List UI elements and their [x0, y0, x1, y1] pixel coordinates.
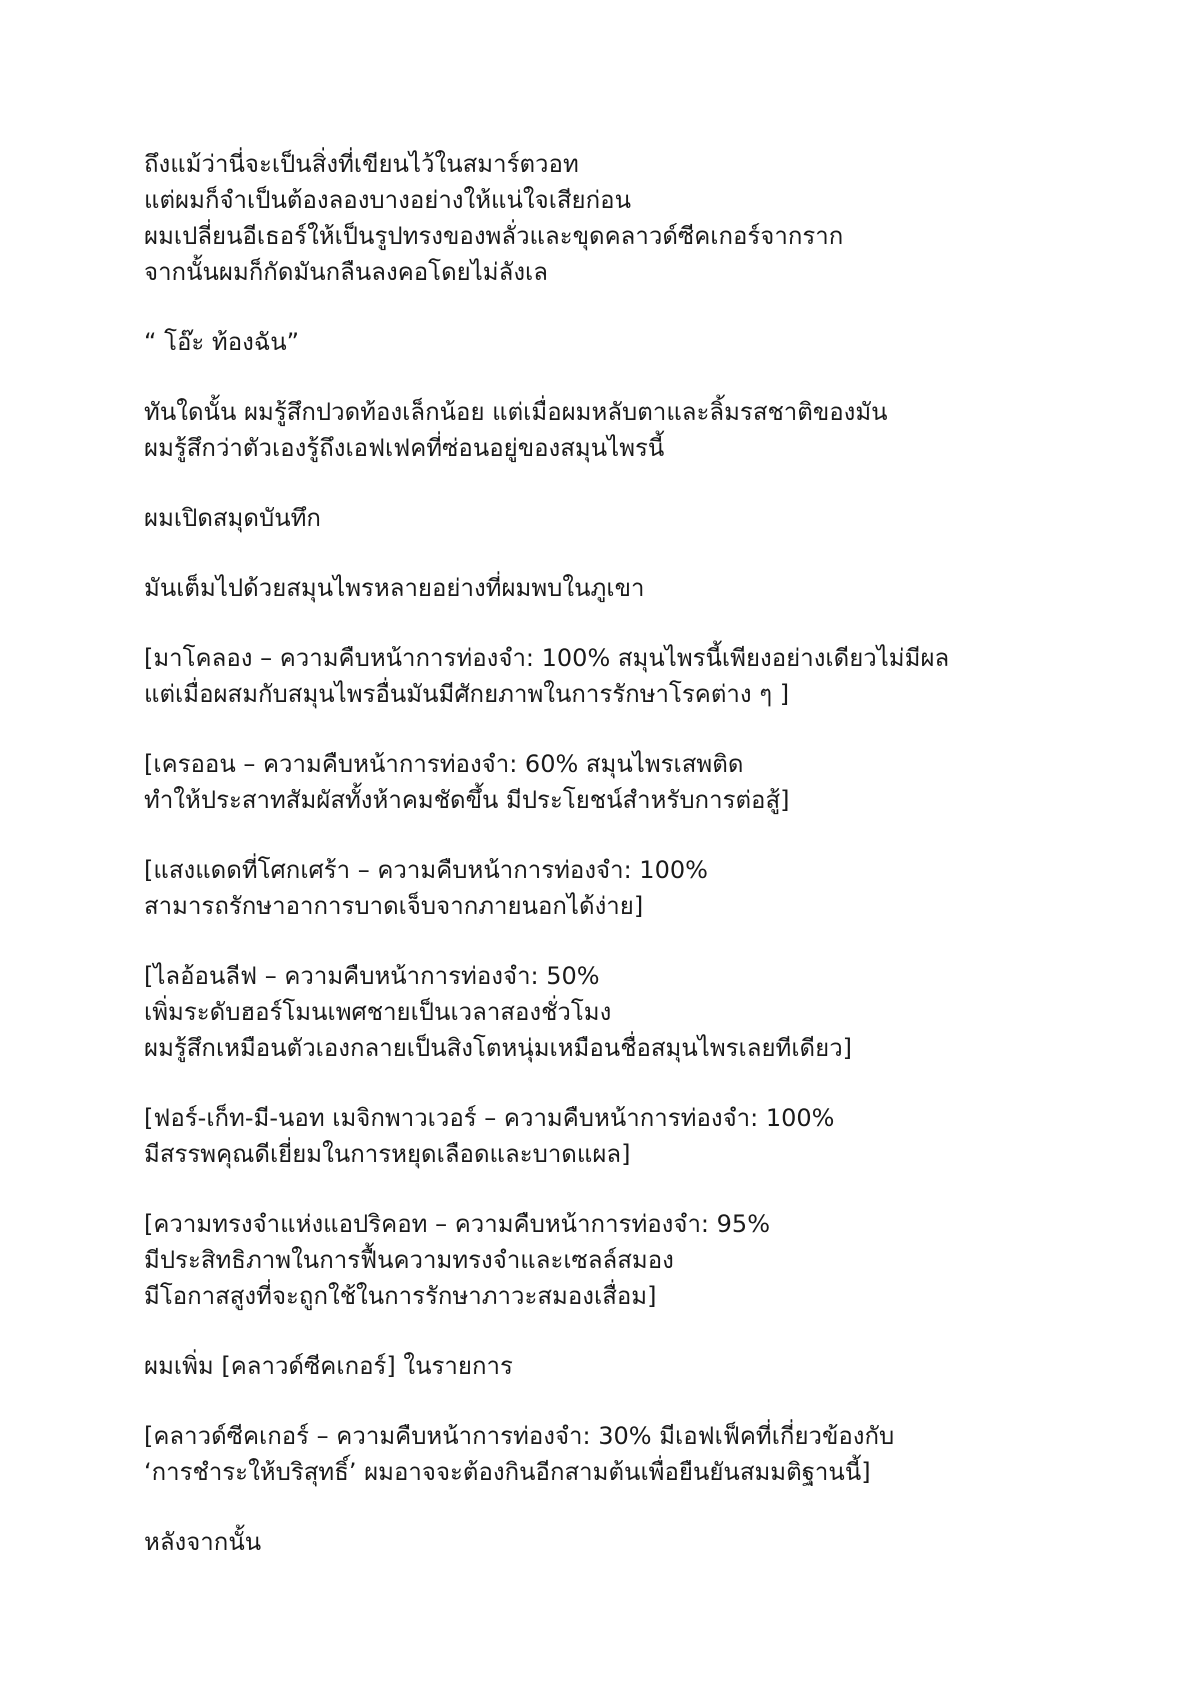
text-line: [มาโคลอง – ความคืบหน้าการท่องจำ: 100% สมุนไพรนี้เพียงอย่างเดียวไม่มีผล — [144, 644, 950, 672]
text-line: [ไลอ้อนลีฟ – ความคืบหน้าการท่องจำ: 50% — [144, 962, 600, 990]
text-line: [ฟอร์-เก็ท-มี-นอท เมจิกพาวเวอร์ – ความคืบหน้าการท่องจำ: 100% — [144, 1104, 835, 1132]
paragraph — [144, 1348, 1104, 1384]
text-line: ผมเปลี่ยนอีเธอร์ให้เป็นรูปทรงของพลั่วและขุดคลาวด์ซีคเกอร์จากราก — [144, 222, 844, 250]
paragraph — [144, 746, 1104, 818]
paragraph — [144, 324, 1104, 360]
text-line: [เครออน – ความคืบหน้าการท่องจำ: 60% สมุนไพรเสพติด — [144, 750, 744, 778]
text-line: ผมรู้สึกเหมือนตัวเองกลายเป็นสิงโตหนุ่มเหมือนชื่อสมุนไพรเลยทีเดียว] — [144, 1034, 853, 1062]
text-line: “ โอ๊ะ ท้องฉัน” — [144, 328, 300, 356]
text-line: [ความทรงจำแห่งแอปริคอท – ความคืบหน้าการท่องจำ: 95% — [144, 1210, 770, 1238]
paragraph — [144, 570, 1104, 606]
paragraph — [144, 500, 1104, 536]
paragraph — [144, 640, 1104, 712]
text-line: มีสรรพคุณดีเยี่ยมในการหยุดเลือดและบาดแผล] — [144, 1140, 631, 1168]
text-line: สามารถรักษาอาการบาดเจ็บจากภายนอกได้ง่าย] — [144, 892, 644, 920]
text-line: แต่เมื่อผสมกับสมุนไพรอื่นมันมีศักยภาพในการรักษาโรคต่าง ๆ ] — [144, 680, 790, 708]
text-line: มีประสิทธิภาพในการฟื้นความทรงจำและเซลล์สมอง — [144, 1246, 674, 1274]
text-line: ผมเปิดสมุดบันทึก — [144, 504, 321, 532]
text-line: [แสงแดดที่โศกเศร้า – ความคืบหน้าการท่องจำ: 100% — [144, 856, 708, 884]
text-line: แต่ผมก็จำเป็นต้องลองบางอย่างให้แน่ใจเสียก่อน — [144, 186, 631, 214]
paragraph — [144, 394, 1104, 466]
text-line: ผมรู้สึกว่าตัวเองรู้ถึงเอฟเฟคที่ซ่อนอยู่ของสมุนไพรนี้ — [144, 434, 665, 462]
text-line: เพิ่มระดับฮอร์โมนเพศชายเป็นเวลาสองชั่วโมง — [144, 998, 612, 1026]
text-line: ทำให้ประสาทสัมผัสทั้งห้าคมชัดขึ้น มีประโยชน์สำหรับการต่อสู้] — [144, 786, 790, 814]
text-line: ถึงแม้ว่านี่จะเป็นสิ่งที่เขียนไว้ในสมาร์ตวอท — [144, 150, 579, 178]
paragraph — [144, 1100, 1104, 1172]
text-line: หลังจากนั้น — [144, 1528, 262, 1556]
story-text — [144, 146, 1104, 1594]
text-line: จากนั้นผมก็กัดมันกลืนลงคอโดยไม่ลังเล — [144, 258, 548, 286]
text-line: [คลาวด์ซีคเกอร์ – ความคืบหน้าการท่องจำ: 30% มีเอฟเฟ็คที่เกี่ยวข้องกับ — [144, 1422, 895, 1450]
text-line: ‘การชำระให้บริสุทธิ์’ ผมอาจจะต้องกินอีกสามต้นเพื่อยืนยันสมมติฐานนี้] — [144, 1458, 871, 1486]
text-line: ทันใดนั้น ผมรู้สึกปวดท้องเล็กน้อย แต่เมื่อผมหลับตาและลิ้มรสชาติของมัน — [144, 398, 888, 426]
paragraph — [144, 852, 1104, 924]
paragraph — [144, 1524, 1104, 1560]
paragraph — [144, 1206, 1104, 1314]
paragraph — [144, 146, 1104, 290]
text-line: มีโอกาสสูงที่จะถูกใช้ในการรักษาภาวะสมองเสื่อม] — [144, 1282, 657, 1310]
paragraph — [144, 958, 1104, 1066]
paragraph — [144, 1418, 1104, 1490]
text-line: มันเต็มไปด้วยสมุนไพรหลายอย่างที่ผมพบในภูเขา — [144, 574, 645, 602]
text-line: ผมเพิ่ม [คลาวด์ซีคเกอร์] ในรายการ — [144, 1352, 513, 1380]
